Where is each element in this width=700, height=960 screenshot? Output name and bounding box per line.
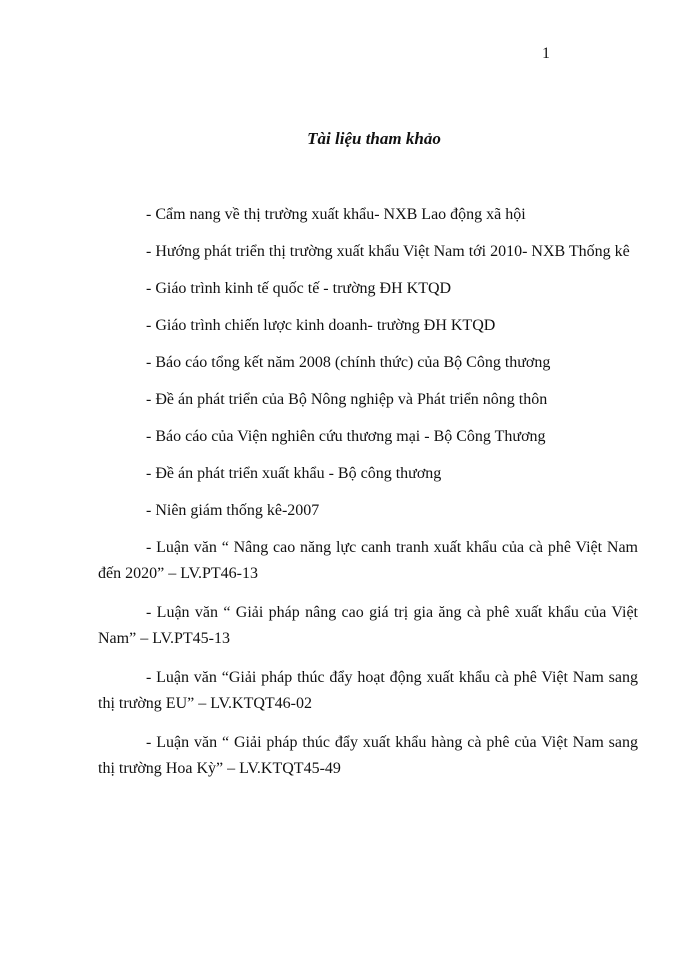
page-title: Tài liệu tham khảo bbox=[307, 129, 441, 148]
reference-item: - Hướng phát triển thị trường xuất khẩu Việt Nam tới 2010- NXB Thống kê bbox=[146, 243, 630, 260]
reference-item: - Báo cáo của Viện nghiên cứu thương mại - Bộ Công Thương bbox=[146, 428, 546, 445]
reference-item: - Luận văn “Giải pháp thúc đẩy hoạt động xuất khẩu cà phê Việt Nam sang thị trường EU” – LV.KTQT46-02 bbox=[98, 669, 638, 712]
reference-item: - Giáo trình chiến lược kinh doanh- trường ĐH KTQD bbox=[146, 317, 496, 334]
reference-item: - Luận văn “ Giải pháp nâng cao giá trị gia ăng cà phê xuất khẩu của Việt Nam” – LV.PT45-13 bbox=[98, 604, 638, 647]
reference-item: - Báo cáo tổng kết năm 2008 (chính thức) của Bộ Công thương bbox=[146, 354, 551, 371]
reference-item: - Luận văn “ Giải pháp thúc đẩy xuất khẩu hàng cà phê của Việt Nam sang thị trường Hoa Kỳ” – LV.KTQT45-49 bbox=[98, 734, 638, 777]
reference-item: - Niên giám thống kê-2007 bbox=[146, 502, 320, 519]
reference-item: - Cẩm nang về thị trường xuất khẩu- NXB Lao động xã hội bbox=[146, 206, 526, 223]
page-number: 1 bbox=[542, 45, 550, 62]
reference-item: - Đề án phát triển xuất khẩu - Bộ công thương bbox=[146, 465, 442, 482]
reference-item: - Đề án phát triển của Bộ Nông nghiệp và Phát triển nông thôn bbox=[146, 391, 548, 408]
reference-list bbox=[98, 202, 638, 795]
reference-item: - Luận văn “ Nâng cao năng lực canh tranh xuất khẩu của cà phê Việt Nam đến 2020” – LV.PT46-13 bbox=[98, 539, 638, 582]
reference-item: - Giáo trình kinh tế quốc tế - trường ĐH KTQD bbox=[146, 280, 452, 297]
